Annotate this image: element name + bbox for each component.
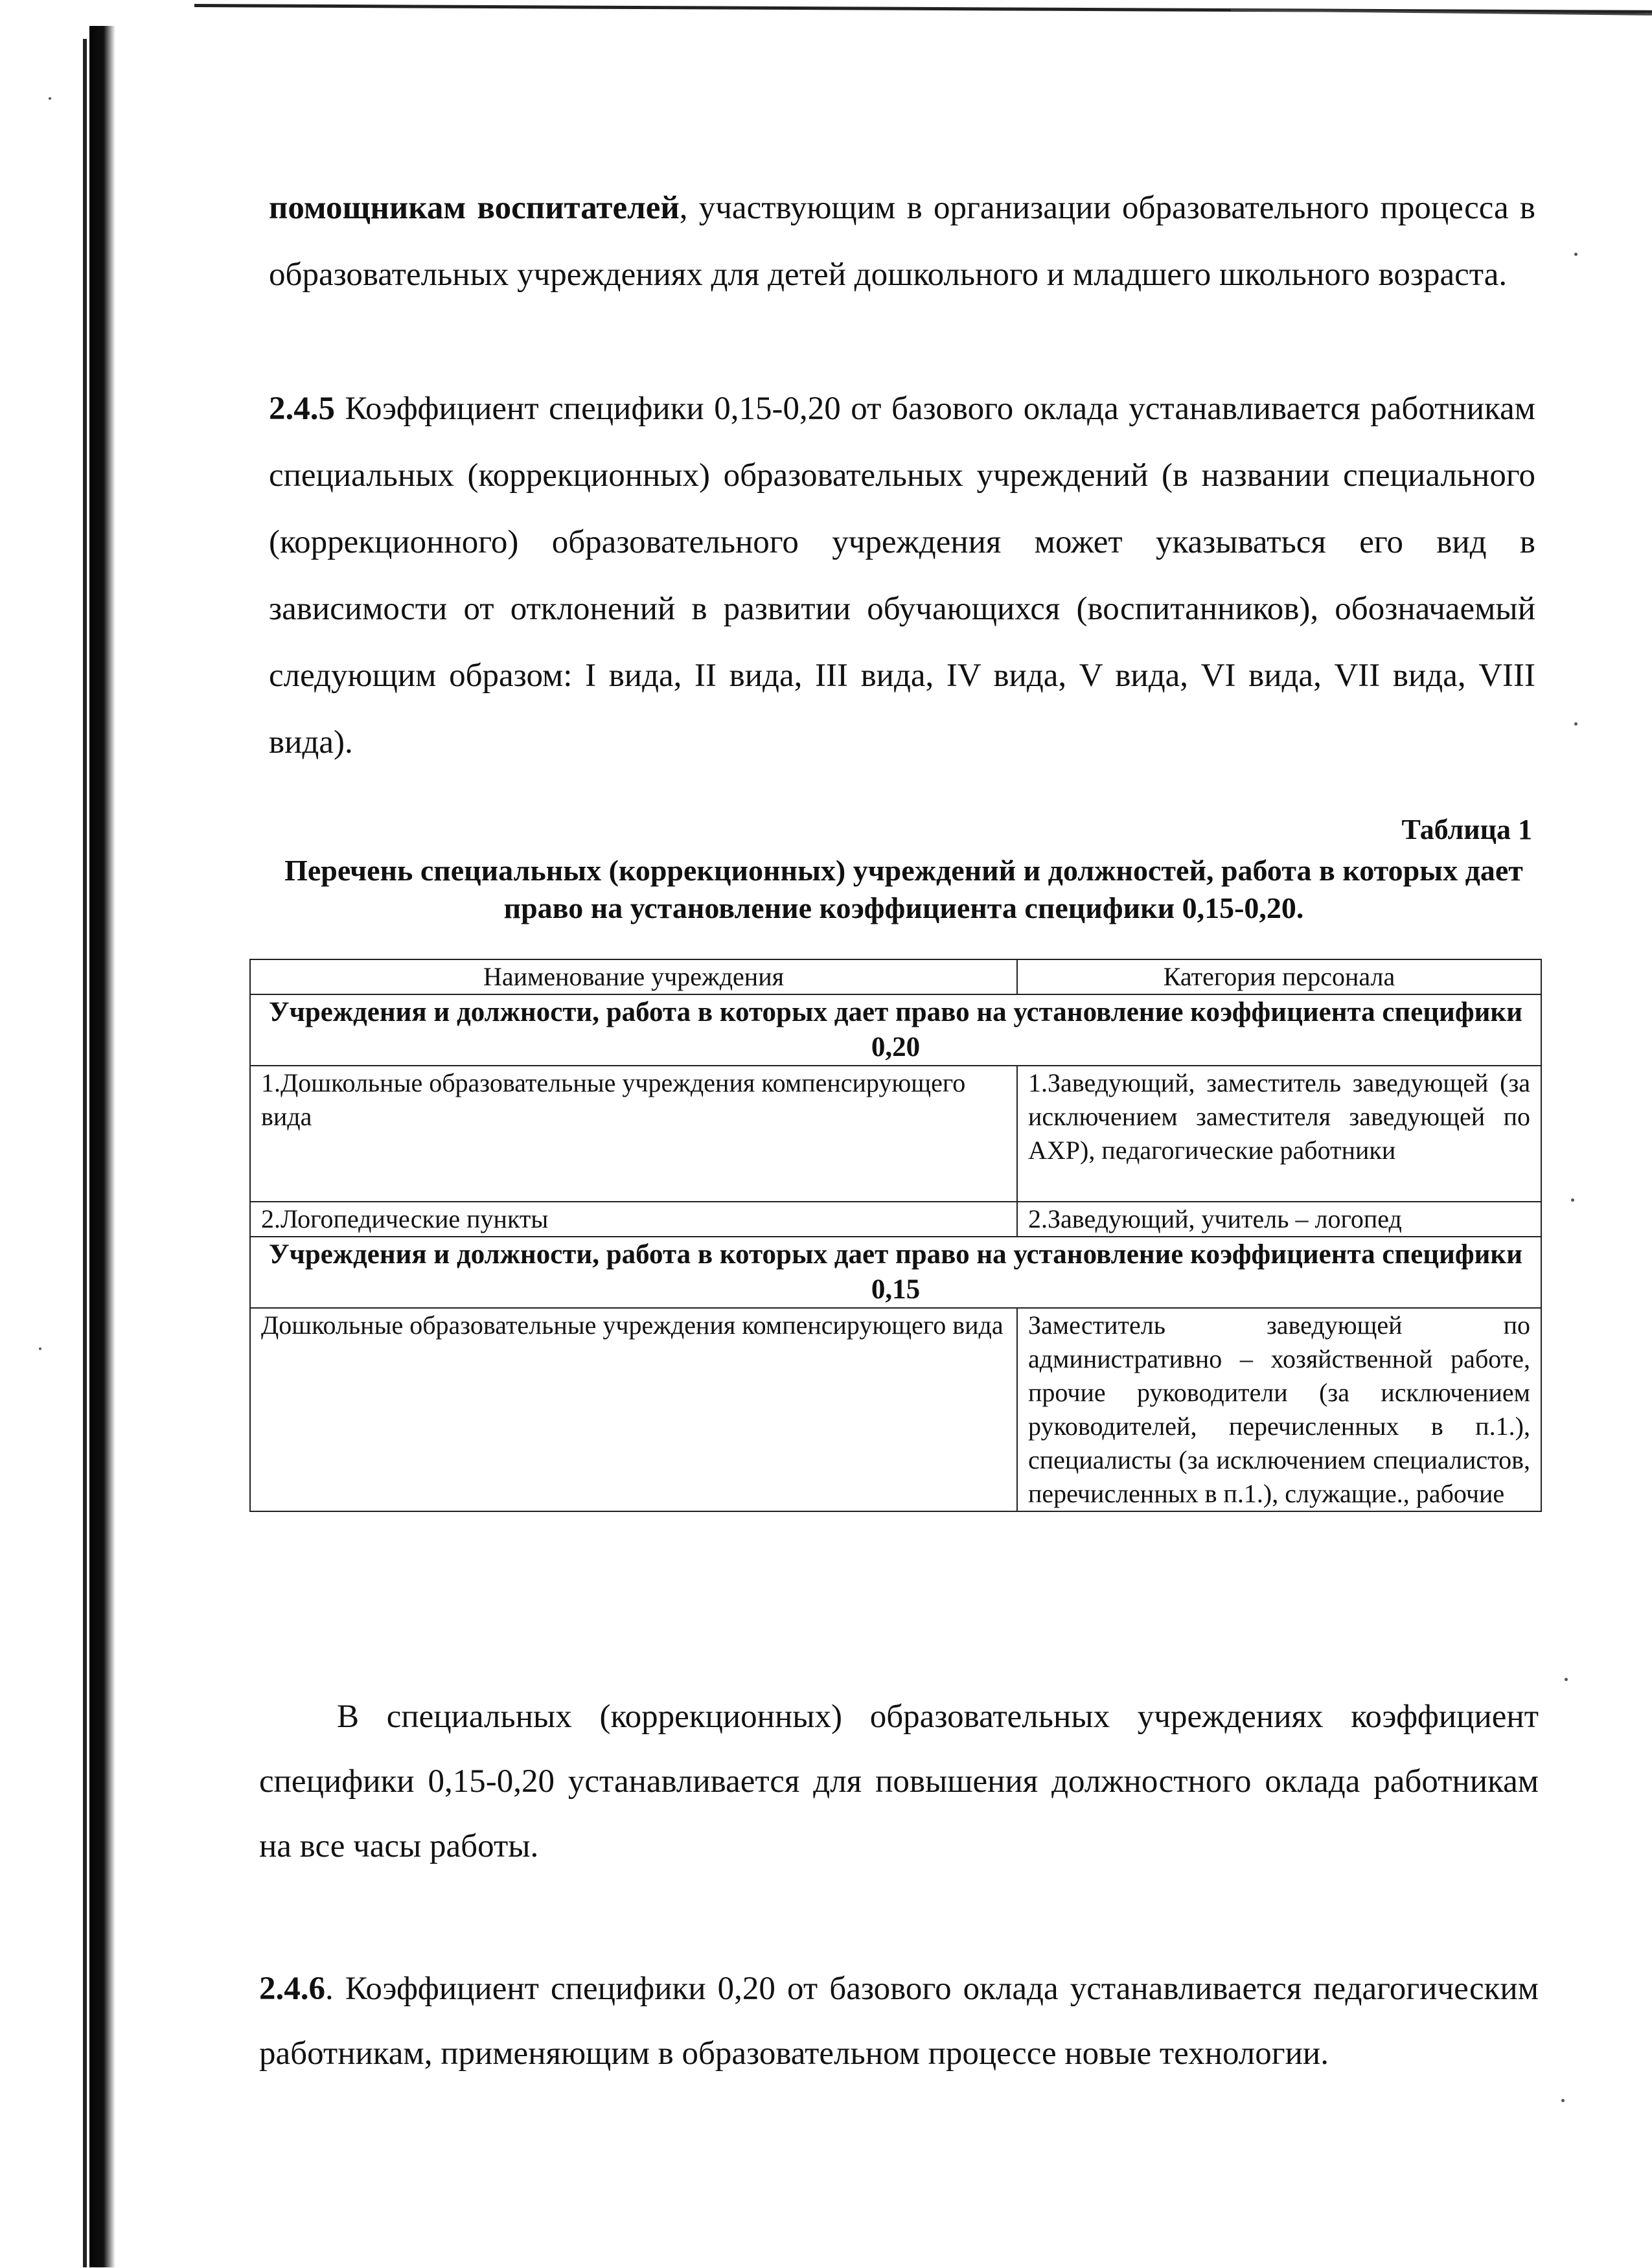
paragraph-text: , участвующим в организации образовательного процесса в образовательных учреждениях для детей дошкольного и младшего школьного возраста. (269, 190, 1535, 293)
cell-institution: Дошкольные образовательные учреждения компенсирующего вида (250, 1308, 1017, 1511)
scan-speck (1574, 253, 1577, 256)
scan-speck (1571, 1198, 1574, 1202)
table-row (250, 1066, 1541, 1202)
section-number: 2.4.5 (269, 391, 335, 427)
table-caption-label: Таблица 1 (1401, 814, 1532, 845)
cell-staff: Заместитель заведующей по административно – хозяйственной работе, прочие руководители (за исключением руководителей, перечисленных в п.1.), специалисты (за исключением специалистов, перечисленных в п.1.), служащие., рабочие (1017, 1308, 1541, 1511)
paragraph-2-4-6 (259, 1956, 1539, 2086)
scan-speck (49, 97, 51, 100)
table-row (250, 1308, 1541, 1511)
cell-staff: 2.Заведующий, учитель – логопед (1017, 1202, 1541, 1237)
paragraph-assistants (269, 175, 1535, 308)
table-row (250, 1202, 1541, 1237)
paragraph-special-schools (259, 1684, 1539, 1879)
table-header-row (250, 959, 1541, 994)
paragraph-bold-lead: помощникам воспитателей (269, 190, 680, 226)
section-number: 2.4.6 (259, 1971, 325, 2007)
table-group-row (250, 994, 1541, 1066)
cell-staff: 1.Заведующий, заместитель заведующей (за исключением заместителя заведующей по АХР), педагогические работники (1017, 1066, 1541, 1202)
group-heading-015: Учреждения и должности, работа в которых дает право на установление коэффициента специфики 0,15 (250, 1237, 1541, 1308)
paragraph-text: В специальных (коррекционных) образовательных учреждениях коэффициент специфики 0,15-0,20 устанавливается для повышения должностного оклада работникам на все часы работы. (259, 1699, 1539, 1864)
paragraph-2-4-5 (269, 376, 1535, 776)
cell-institution: 2.Логопедические пункты (250, 1202, 1017, 1237)
paragraph-text: Коэффициент специфики 0,15-0,20 от базового оклада устанавливается работникам специальных (коррекционных) образовательных учреждений (в названии специального (коррекционного) образовательного учреждения может указываться его вид в зависимости от отклонений в развитии обучающихся (воспитанников), обозначаемый следующим образом: I вида, II вида, III вида, IV вида, V вида, VI вида, VII вида, VIII вида). (269, 391, 1535, 761)
table-group-row (250, 1237, 1541, 1308)
special-institutions-table (249, 959, 1542, 1512)
header-staff-category: Категория персонала (1017, 959, 1541, 994)
cell-institution: 1.Дошкольные образовательные учреждения компенсирующего вида (250, 1066, 1017, 1202)
scan-speck (1574, 722, 1577, 726)
scan-speck (1565, 1678, 1568, 1681)
scan-speck (1561, 2099, 1565, 2102)
scan-speck (39, 1347, 41, 1350)
group-heading-020: Учреждения и должности, работа в которых дает право на установление коэффициента специфики 0,20 (250, 994, 1541, 1066)
paragraph-text: . Коэффициент специфики 0,20 от базового оклада устанавливается педагогическим работникам, применяющим в образовательном процессе новые технологии. (259, 1971, 1539, 2072)
header-institution-name: Наименование учреждения (250, 959, 1017, 994)
table-title: Перечень специальных (коррекционных) учреждений и должностей, работа в которых дает право на установление коэффициента специфики 0,15-0,20. (284, 854, 1523, 924)
